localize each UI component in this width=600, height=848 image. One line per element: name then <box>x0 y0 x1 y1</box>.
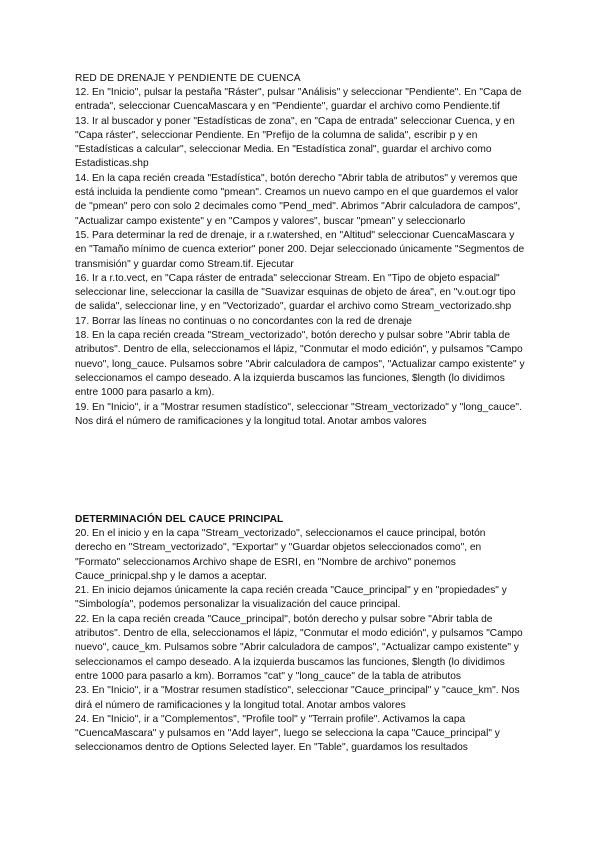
step-24: 24. En "Inicio", ir a "Complementos", "Profile tool" y "Terrain profile". Activamos la capa "CuencaMascara" y pulsamos en "Add layer", luego se selecciona la capa "Cauce_principal" y seleccionamos dentro de Options Selected layer. En "Table", guardamos los resultados <box>75 713 500 754</box>
step-12: 12. En "Inicio", pulsar la pestaña "Ráster", pulsar "Análisis" y seleccionar "Pendiente". En "Capa de entrada", seleccionar CuencaMascara y en "Pendiente", guardar el archivo como Pendiente.tif <box>75 87 522 113</box>
step-16: 16. Ir a r.to.vect, en "Capa ráster de entrada" seleccionar Stream. En "Tipo de objeto espacial" seleccionar line, seleccionar la casilla de "Suavizar esquinas de objeto de área", en "v.out.ogr tipo de salida", seleccionar line, y en "Vectorizado", guardar el archivo como Stream_vectorizado.shp <box>75 272 516 313</box>
step-14: 14. En la capa recién creada "Estadística", botón derecho "Abrir tabla de atributos" y veremos que está incluida la pendiente como "pmean". Creamos un nuevo campo en el que guardemos el valor de "pmean" pero con solo 2 decimales como "Pend_med". Abrimos "Abrir calculadora de campos", "Actualizar campo existente" y en "Campos y valores", buscar "pmean" y seleccionarlo <box>75 172 521 227</box>
step-21: 21. En inicio dejamos únicamente la capa recién creada "Cauce_principal" y en "propiedades" y "Simbología", podemos personalizar la visualización del cauce principal. <box>75 585 507 611</box>
section-main-channel <box>75 513 525 756</box>
section-heading-drainage: RED DE DRENAJE Y PENDIENTE DE CUENCA <box>75 73 301 84</box>
section-drainage-network <box>75 72 525 429</box>
step-19: 19. En "Inicio", ir a "Mostrar resumen stadístico", seleccionar "Stream_vectorizado" y "long_cauce". Nos dirá el número de ramificaciones y la longitud total. Anotar ambos valores <box>75 401 522 427</box>
step-18: 18. En la capa recién creada "Stream_vectorizado", botón derecho y pulsar sobre "Abrir tabla de atributos". Dentro de ella, seleccionamos el lápiz, "Conmutar el modo edición", y pulsamos "Campo nuevo", long_cauce. Pulsamos sobre "Abrir calculadora de campos", "Actualizar campo existente" y seleccionamos el campo deseado. A la izquierda buscamos las funciones, $length (lo dividimos entre 1000 para pasarlo a km). <box>75 330 525 399</box>
step-13: 13. Ir al buscador y poner "Estadísticas de zona", en "Capa de entrada" seleccionar Cuenca, y en "Capa ráster", seleccionar Pendiente. En "Prefijo de la columna de salida", escribir p y en "Estadísticas a calcular", seleccionar Media. En "Estadística zonal", guardar el archivo como Estadisticas.shp <box>75 115 515 170</box>
step-17: 17. Borrar las líneas no continuas o no concordantes con la red de drenaje <box>75 315 412 327</box>
step-20: 20. En el inicio y en la capa "Stream_vectorizado", seleccionamos el cauce principal, botón derecho en "Stream_vectorizado", "Exportar" y "Guardar objetos seleccionados como", en "Formato" seleccionamos Archivo shape de ESRI, en "Nombre de archivo" ponemos Cauce_prinicpal.shp y le damos a aceptar. <box>75 528 486 582</box>
step-15: 15. Para determinar la red de drenaje, ir a r.watershed, en "Altitud" seleccionar CuencaMascara y en "Tamaño mínimo de cuenca exterior" poner 200. Dejar seleccionado únicamente "Segmentos de transmisión" y guardar como Stream.tif. Ejecutar <box>75 229 525 270</box>
section-heading-main-channel: DETERMINACIÓN DEL CAUCE PRINCIPAL <box>75 514 284 525</box>
step-22: 22. En la capa recién creada "Cauce_principal", botón derecho y pulsar sobre "Abrir tabla de atributos". Dentro de ella, seleccionamos el lápiz, "Conmutar el modo edición", y pulsamos "Campo nuevo", cauce_km. Pulsamos sobre "Abrir calculadora de campos", "Actualizar campo existente" y seleccionamos el campo deseado. A la izquierda buscamos las funciones, $length (lo dividimos entre 1000 para pasarlo a km). Borramos "cat" y "long_cauce" de la tabla de atributos <box>75 613 523 682</box>
step-23: 23. En "Inicio", ir a "Mostrar resumen stadístico", seleccionar "Cauce_principal" y "cauce_km". Nos dirá el número de ramificaciones y la longitud total. Anotar ambos valores <box>75 685 520 711</box>
